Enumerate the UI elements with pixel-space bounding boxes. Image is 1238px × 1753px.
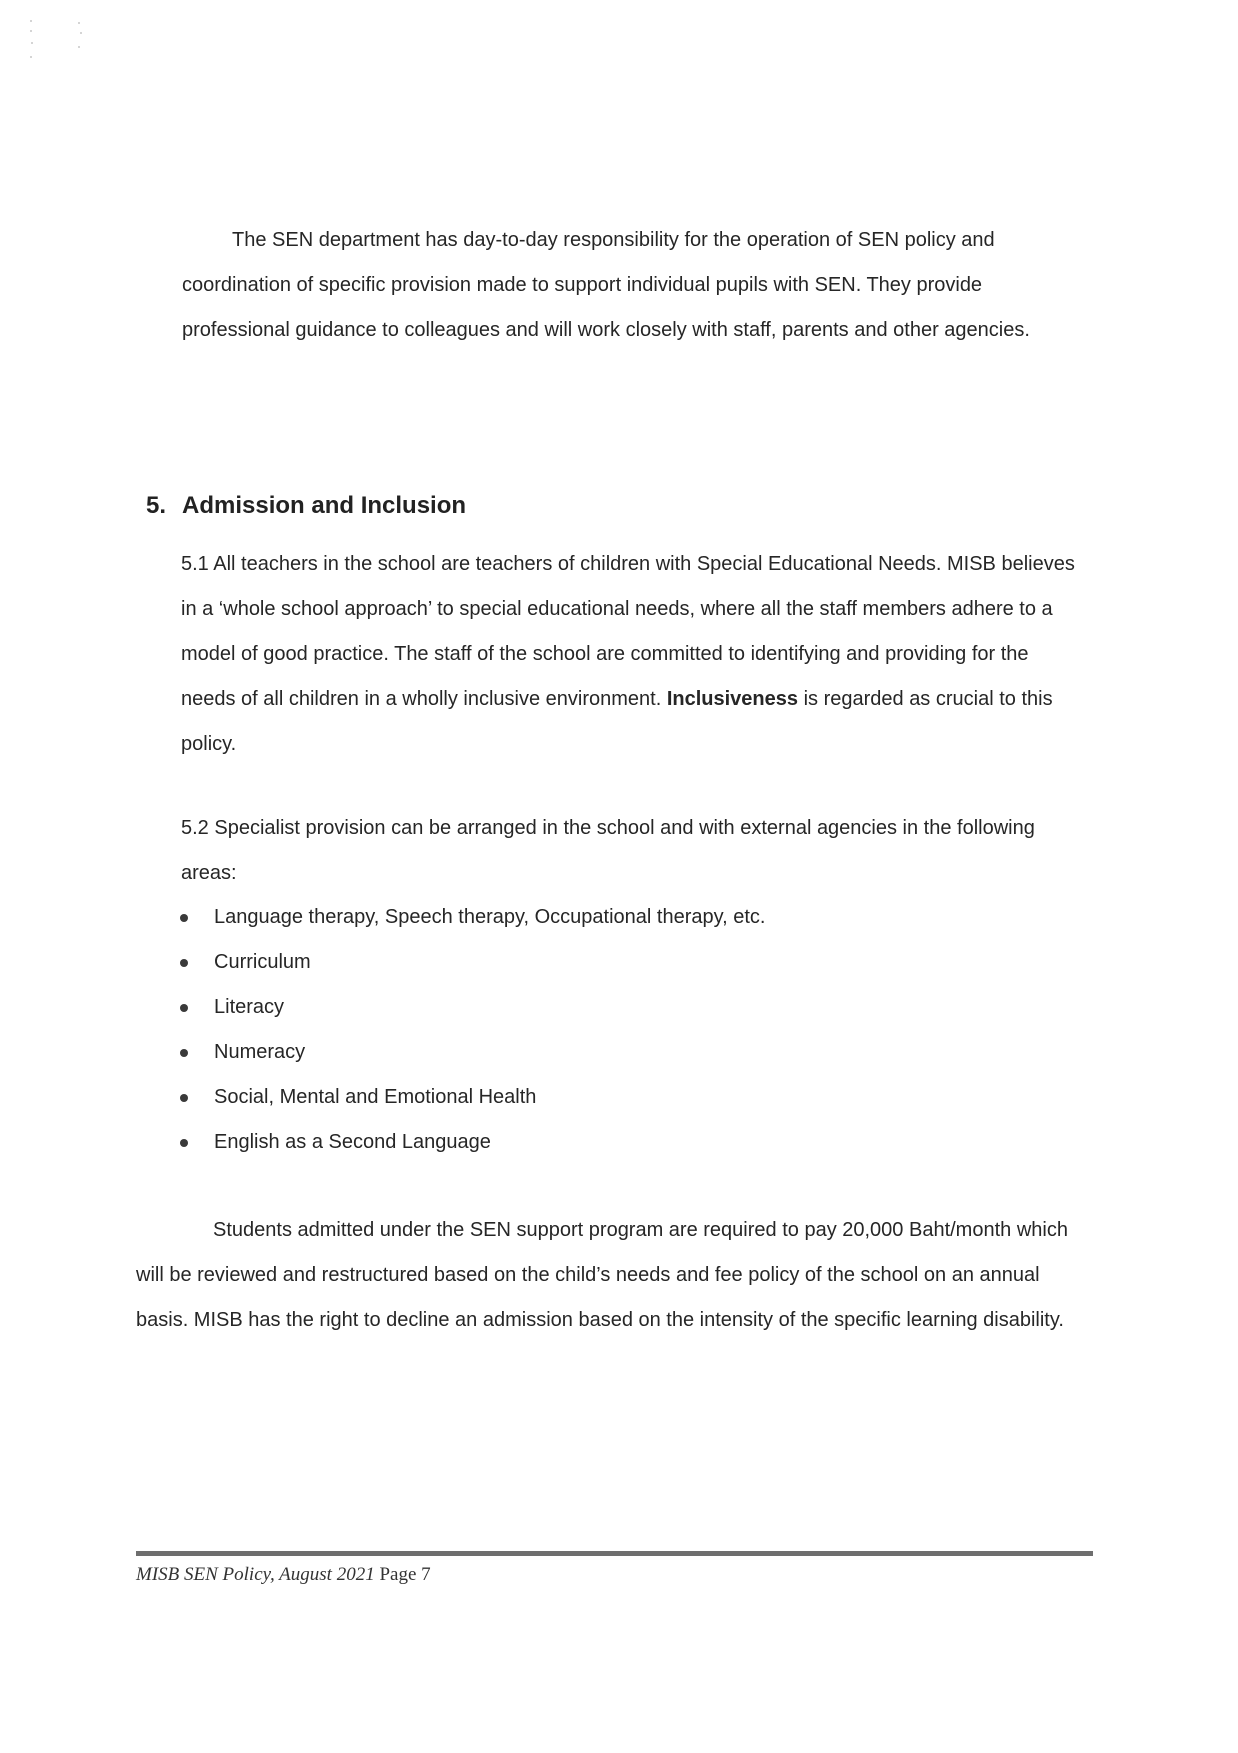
intro-paragraph: The SEN department has day-to-day responsibility for the operation of SEN policy and coordination of specific provision made to support individual pupils with SEN. They provide professional guidance to colleagues and will work closely with staff, parents and other agencies. [182,229,1030,341]
fee-paragraph: Students admitted under the SEN support program are required to pay 20,000 Baht/month which will be reviewed and restructured based on the child’s needs and fee policy of the school on an annual basis. MISB has the right to decline an admission based on the intensity of the specific learning disability. [136,1219,1068,1331]
list-item-label: Language therapy, Speech therapy, Occupational therapy, etc. [214,906,766,928]
paragraph-5-1-text: 5.1 All teachers in the school are teachers of children with Special Educational Needs. MISB believes in a ‘whole school approach’ to special educational needs, where all the staff members adhere to a model of good practice. The staff of the school are committed to identifying and providing for the needs of all children in a wholly inclusive environment. [181,553,1075,710]
section-title: Admission and Inclusion [182,492,467,519]
bullet-icon [180,959,188,967]
bullet-icon [180,1139,188,1147]
list-item [176,985,765,1030]
paragraph-5-2: 5.2 Specialist provision can be arranged in the school and with external agencies in the following areas: [181,817,1035,884]
list-item [176,1120,765,1165]
paragraph-5-1 [181,542,1081,767]
footer-divider [136,1551,1093,1556]
list-item [176,1075,765,1120]
list-item-label: Literacy [214,996,285,1018]
page-number: Page 7 [379,1564,431,1585]
list-item-label: English as a Second Language [214,1131,491,1153]
bullet-icon [180,1094,188,1102]
scan-artifact-marks [28,18,108,78]
list-item-label: Curriculum [214,951,311,973]
bullet-icon [180,914,188,922]
paragraph-5-1-tail: is regarded as crucial to this policy. [181,688,1053,755]
bullet-icon [180,1004,188,1012]
bullet-icon [180,1049,188,1057]
section-number: 5. [146,492,167,519]
list-item [176,895,765,940]
list-item-label: Numeracy [214,1041,306,1063]
page-footer [136,1560,431,1590]
provision-areas-list [176,895,765,1165]
list-item [176,1030,765,1075]
footer-document-title: MISB SEN Policy, August 2021 [136,1564,375,1585]
list-item [176,940,765,985]
paragraph-5-1-bold-term: Inclusiveness [666,688,799,710]
list-item-label: Social, Mental and Emotional Health [214,1086,537,1108]
section-heading [146,492,466,520]
